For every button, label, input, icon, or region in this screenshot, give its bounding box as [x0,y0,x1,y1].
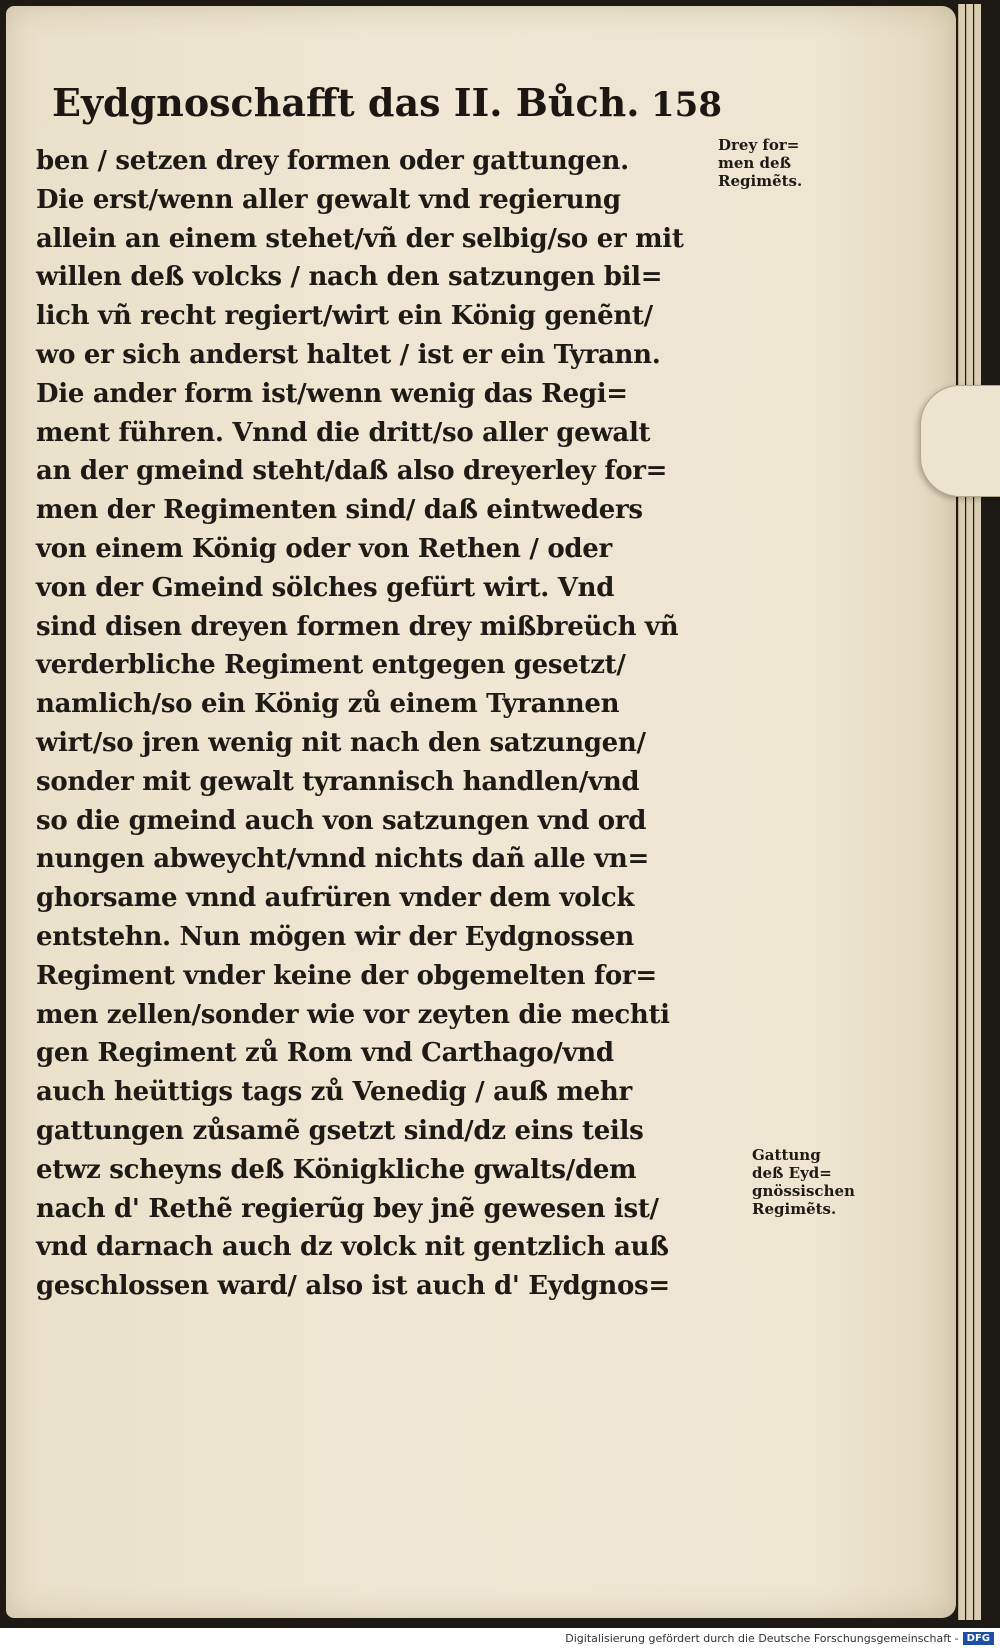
text-line: etwz scheyns deß Königkliche gwalts/dem [36,1154,637,1185]
marginal-note-line: Regimẽts. [752,1200,837,1218]
text-line: wirt/so jren wenig nit nach den satzungen/ [36,727,646,758]
text-line: nach d' Rethẽ regierũg bey jnẽ gewesen ist/ [36,1193,659,1224]
text-line: willen deß volcks / nach den satzungen bil= [36,262,663,293]
text-line: allein an einem stehet/vñ der selbig/so er mit [36,223,684,254]
text-line: gen Regiment zů Rom vnd Carthago/vnd [36,1038,614,1069]
text-line: nungen abweycht/vnnd nichts dañ alle vn= [36,844,650,875]
text-line: von einem König oder von Rethen / oder [36,533,612,564]
marginal-note-line: deß Eyd= [752,1164,832,1182]
marginal-note [752,1146,855,1218]
text-line: sonder mit gewalt tyrannisch handlen/vnd [36,766,640,797]
text-line: so die gmeind auch von satzungen vnd ord [36,805,647,836]
text-line: ment führen. Vnnd die dritt/so aller gewalt [36,417,651,448]
text-line: sind disen dreyen formen drey mißbreüch vñ [36,611,679,642]
text-line: men der Regimenten sind/ daß eintweders [36,495,643,526]
page-edge [966,4,973,1620]
marginal-note-line: Regimẽts. [718,172,803,190]
text-line: lich vñ recht regiert/wirt ein König genẽnt/ [36,301,653,332]
page-edge [958,4,965,1620]
text-line: von der Gmeind sölches gefürt wirt. Vnd [36,572,615,603]
marginal-note [718,136,802,190]
text-line: gattungen zůsamẽ gsetzt sind/dz eins teils [36,1115,644,1146]
text-line: geschlossen ward/ also ist auch d' Eydgnos= [36,1271,670,1302]
marginal-note-line: Drey for= [718,136,800,154]
marginal-note-line: Gattung [752,1146,821,1164]
text-line: an der gmeind steht/daß also dreyerley for= [36,456,668,487]
text-line: ben / setzen drey formen oder gattungen. [36,146,629,176]
text-line: vnd darnach auch dz volck nit gentzlich auß [36,1232,669,1263]
running-header [52,80,722,125]
footer-bar [0,1628,1000,1648]
text-line: Die ander form ist/wenn wenig das Regi= [36,378,628,409]
text-line: wo er sich anderst haltet / ist er ein Tyrann. [36,339,661,370]
header-title: Eydgnoschafft das II. Bůch. [52,80,640,125]
text-line: ghorsame vnnd aufrüren vnder dem volck [36,883,635,914]
body-text [36,142,736,1306]
text-line: men zellen/sonder wie vor zeyten die mechti [36,999,670,1030]
text-line: Regiment vnder keine der obgemelten for= [36,960,657,991]
footer-credit: Digitalisierung gefördert durch die Deutsche Forschungsgemeinschaft - [565,1631,959,1645]
text-line: namlich/so ein König zů einem Tyrannen [36,689,620,720]
marginal-note-line: men deß [718,154,791,172]
page-number: 158 [651,85,722,125]
text-line: auch heüttigs tags zů Venedig / auß mehr [36,1077,632,1108]
marginal-note-line: gnössischen [752,1182,855,1200]
page-edge [974,4,981,1620]
text-line: entstehn. Nun mögen wir der Eydgnossen [36,921,635,952]
text-line: verderbliche Regiment entgegen gesetzt/ [36,650,626,681]
page-tab [920,385,1000,497]
dfg-logo: DFG [963,1632,994,1645]
text-line: Die erst/wenn aller gewalt vnd regierung [36,184,621,215]
